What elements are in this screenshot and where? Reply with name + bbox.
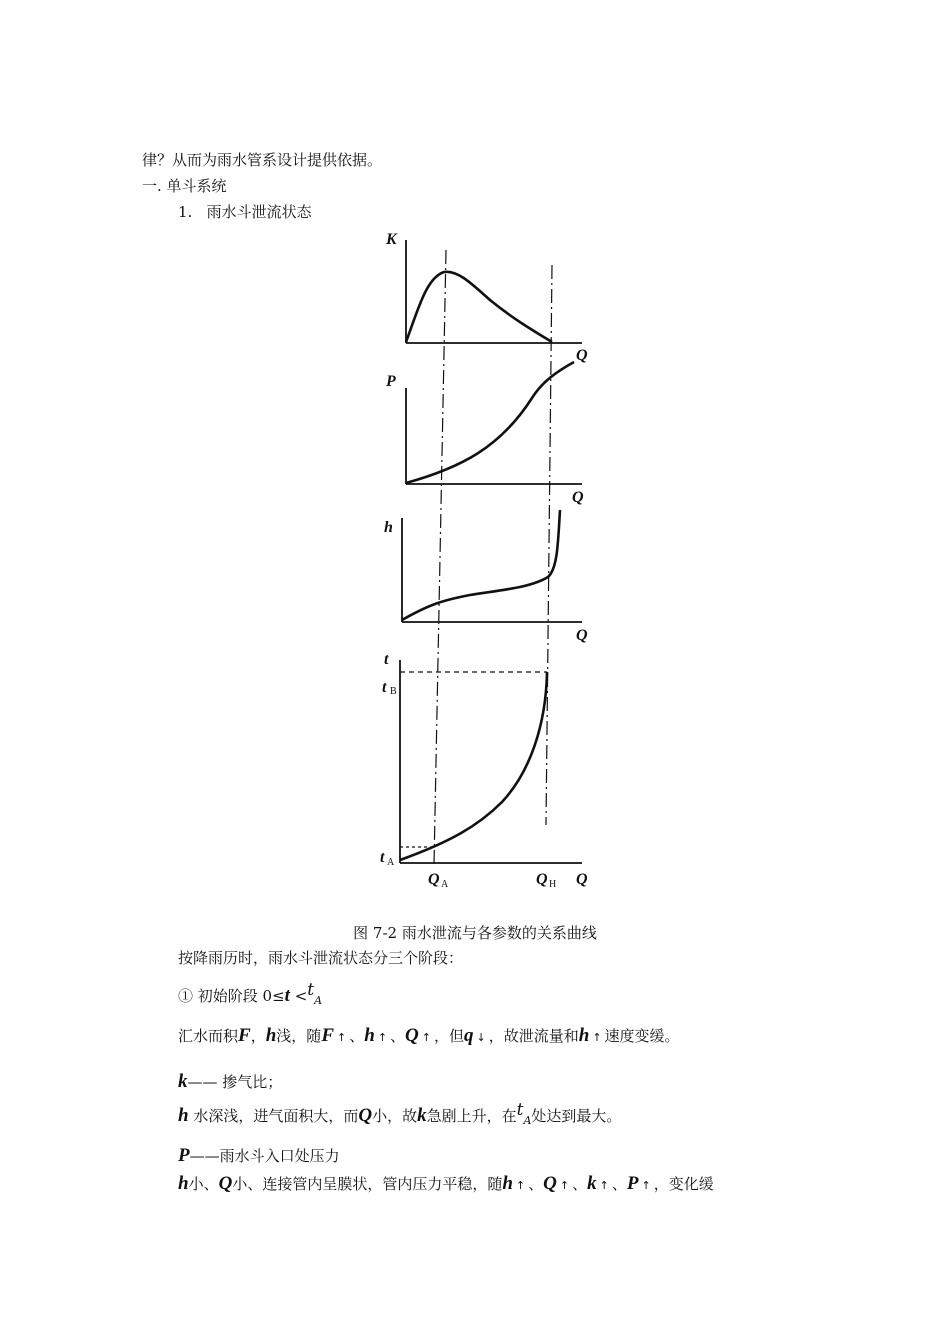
h-symbol: h: [178, 1105, 189, 1126]
h-explanation: [178, 1100, 621, 1131]
label-k: K: [386, 231, 397, 248]
intro-line: 按降雨历时，雨水斗泄流状态分三个阶段：: [178, 949, 464, 967]
subsection-number: 1.: [178, 203, 193, 221]
last-h: h: [178, 1173, 189, 1194]
p1-sep1: 、: [349, 1027, 365, 1045]
k-definition-text: —— 掺气比；: [187, 1073, 283, 1091]
p-symbol: P: [178, 1145, 190, 1166]
label-h: h: [384, 519, 393, 536]
last-line: [178, 1174, 714, 1196]
last-text-b: 小、连接管内呈膜状，管内压力平稳，随: [232, 1175, 503, 1193]
up-arrow-icon: ↑: [421, 1031, 431, 1044]
last-sep1: 、: [528, 1175, 544, 1193]
label-qa: Q: [428, 871, 440, 888]
label-ta-sub: A: [387, 857, 395, 868]
subsection-heading: [178, 202, 312, 222]
label-q-2: Q: [572, 489, 584, 506]
relation-curves: [360, 220, 620, 910]
p1-f2: F: [321, 1025, 334, 1046]
section-heading: 一. 单斗系统: [142, 177, 227, 195]
p1-comma: ，: [250, 1027, 266, 1045]
h-k: k: [417, 1105, 427, 1126]
up-arrow-icon: ↑: [641, 1179, 651, 1192]
p1-h3: h: [578, 1025, 590, 1046]
up-arrow-icon: ↑: [599, 1179, 609, 1192]
h-text-c: 急剧上升，在: [426, 1107, 517, 1125]
label-tb-sub: B: [390, 686, 397, 697]
p1-f: F: [238, 1025, 251, 1046]
label-tb: t: [382, 679, 387, 696]
up-arrow-icon: ↑: [515, 1179, 526, 1192]
subsection-title: 雨水斗泄流状态: [206, 203, 312, 221]
stage-1-lt: <: [294, 987, 308, 1005]
label-q-4: Q: [576, 871, 588, 888]
last-sep3: 、: [611, 1175, 627, 1193]
p1-text-c: ，但: [434, 1027, 465, 1045]
h-t-sub: A: [523, 1114, 532, 1127]
p1-text-b: 浅，随: [276, 1027, 322, 1045]
p1-q-upper: Q: [405, 1025, 419, 1046]
text-line-1: 律？从而为雨水管系设计提供依据。: [142, 151, 383, 169]
last-q2: Q: [543, 1173, 557, 1194]
p-curve: [406, 362, 574, 483]
label-q-1: Q: [576, 347, 588, 364]
last-sep2: 、: [572, 1175, 588, 1193]
t-curve: [400, 672, 547, 860]
p-definition-text: ——雨水斗入口处压力: [189, 1147, 340, 1165]
figure-caption: 图 7-2 雨水泄流与各参数的关系曲线: [353, 924, 597, 942]
p1-text-e: 速度变缓。: [604, 1027, 680, 1045]
p1-h: h: [265, 1025, 277, 1046]
h-text-d: 处达到最大。: [531, 1107, 622, 1125]
label-p: P: [386, 373, 396, 390]
k-symbol: k: [178, 1071, 188, 1092]
down-arrow-icon: ↓: [476, 1031, 486, 1044]
stage-1-ta-sub: A: [314, 994, 323, 1007]
h-curve: [402, 510, 560, 620]
p1-h2: h: [364, 1025, 375, 1046]
last-k: k: [587, 1173, 597, 1194]
last-h2: h: [502, 1173, 513, 1194]
up-arrow-icon: ↑: [592, 1031, 602, 1044]
label-q-3: Q: [576, 627, 588, 644]
label-qh: Q: [536, 871, 548, 888]
up-arrow-icon: ↑: [377, 1031, 388, 1044]
last-text-c: ，变化缓: [653, 1175, 714, 1193]
h-text-a: 水深浅，进气面积大，而: [188, 1107, 359, 1125]
h-q: Q: [358, 1105, 373, 1126]
label-t: t: [384, 651, 389, 668]
label-qa-sub: A: [441, 879, 449, 890]
last-p: P: [626, 1173, 639, 1194]
paragraph-1: [178, 1026, 680, 1048]
p-definition: [178, 1146, 340, 1166]
p1-text-a: 汇水而积: [178, 1027, 239, 1045]
k-definition: [178, 1072, 282, 1092]
last-q: Q: [218, 1173, 233, 1194]
p1-sep2: 、: [390, 1027, 406, 1045]
qh-guide-line: [546, 265, 552, 825]
stage-1-line: [178, 980, 322, 1011]
p1-q-lower: q: [464, 1025, 474, 1046]
label-ta: t: [380, 849, 385, 866]
stage-1-prefix: ① 初始阶段 0≤: [178, 987, 285, 1005]
p1-text-d: ，故泄流量和: [488, 1027, 579, 1045]
h-t: t: [516, 1100, 524, 1120]
h-text-b: 小，故: [372, 1107, 418, 1125]
stage-1-t: t: [284, 985, 290, 1006]
stage-1-ta: t: [307, 980, 315, 1000]
figure-7-2: [360, 220, 620, 910]
label-qh-sub: H: [549, 879, 557, 890]
up-arrow-icon: ↑: [559, 1179, 570, 1192]
k-curve: [406, 272, 552, 342]
up-arrow-icon: ↑: [337, 1031, 347, 1044]
last-text-a: 小、: [188, 1175, 219, 1193]
